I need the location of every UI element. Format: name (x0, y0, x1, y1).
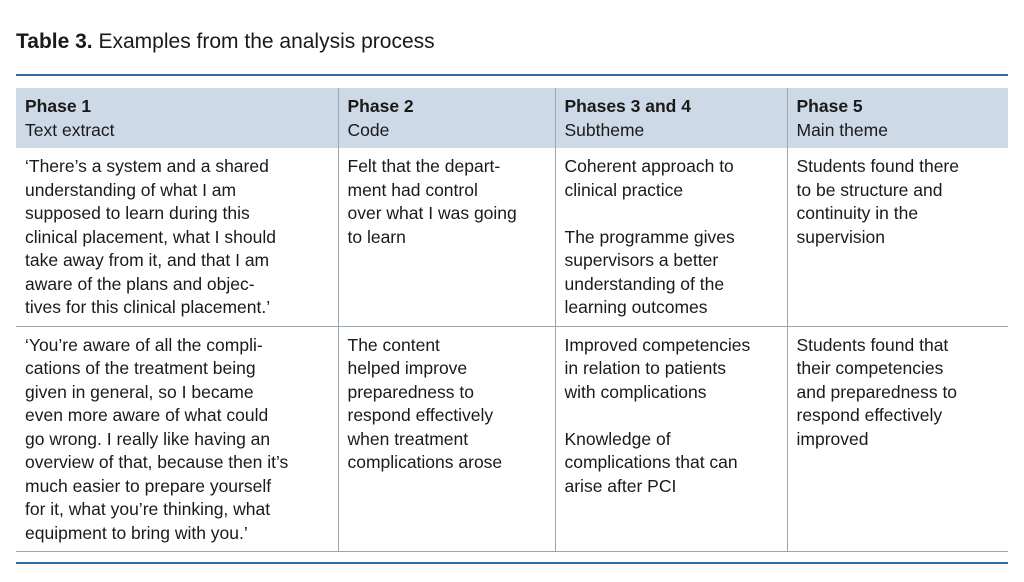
bottom-rule (16, 562, 1008, 564)
text-line: with complications (564, 381, 707, 402)
text-line: in relation to patients (564, 358, 726, 378)
header-sub-label: Subtheme (564, 119, 645, 140)
text-line: to learn (347, 226, 406, 247)
header-phases-3-4 (555, 88, 787, 148)
paragraph-gap (565, 202, 779, 226)
text-line: helped improve (347, 358, 468, 378)
header-phase-2 (338, 88, 555, 148)
text-line: over what I was going (347, 203, 517, 223)
header-phase-label: Phase 1 (25, 96, 92, 116)
header-row (16, 88, 1008, 148)
table-caption (16, 28, 435, 56)
text-line: Students found that (796, 334, 949, 355)
text-line: Knowledge of (564, 428, 671, 449)
text-line: The programme gives (564, 226, 735, 247)
text-line: complications arose (347, 452, 503, 472)
header-phase-label: Phase 5 (796, 96, 863, 116)
text-line: cations of the treatment being (25, 358, 256, 378)
text-line: to be structure and (796, 179, 943, 200)
text-line: preparedness to (347, 381, 474, 402)
cell-code (338, 326, 555, 552)
text-line: continuity in the (796, 203, 919, 223)
text-line: when treatment (347, 428, 469, 449)
cell-main-theme (787, 326, 1008, 552)
text-line: understanding of what I am (25, 179, 237, 200)
table-row (16, 148, 1008, 326)
cell-text-extract (16, 148, 338, 326)
cell-main-theme (787, 148, 1008, 326)
table-header (16, 88, 1008, 148)
text-line: understanding of the (564, 273, 725, 294)
text-line: and preparedness to (796, 381, 958, 402)
text-line: Improved competencies (564, 334, 751, 355)
text-line: for it, what you’re thinking, what (25, 499, 271, 519)
text-line: go wrong. I really like having an (25, 428, 271, 449)
text-line: equipment to bring with you.’ (25, 522, 248, 543)
paragraph-gap (565, 404, 779, 428)
text-line: improved (796, 428, 869, 449)
cell-subtheme (555, 148, 787, 326)
table-caption-label: Table 3. (16, 30, 93, 53)
text-line: supervisors a better (564, 250, 719, 270)
cell-subtheme (555, 326, 787, 552)
text-line: their competencies (796, 358, 944, 378)
text-line: overview of that, because then it’s (25, 452, 289, 472)
text-line: ‘You’re aware of all the compli- (25, 334, 263, 355)
text-line: even more aware of what could (25, 405, 269, 425)
top-rule (16, 74, 1008, 76)
header-phase-1 (16, 88, 338, 148)
table-body (16, 148, 1008, 552)
text-line: aware of the plans and objec- (25, 273, 255, 294)
text-line: clinical placement, what I should (25, 226, 276, 247)
cell-code (338, 148, 555, 326)
text-line: respond effectively (347, 405, 494, 425)
header-phase-label: Phases 3 and 4 (564, 96, 691, 116)
text-line: tives for this clinical placement.’ (25, 297, 271, 317)
cell-text-extract (16, 326, 338, 552)
text-line: ment had control (347, 179, 478, 200)
text-line: complications that can (564, 452, 738, 472)
text-line: given in general, so I became (25, 381, 254, 402)
header-phase-label: Phase 2 (347, 96, 414, 116)
table-caption-text: Examples from the analysis process (98, 30, 435, 53)
text-line: much easier to prepare yourself (25, 475, 272, 496)
text-line: Students found there (796, 156, 959, 176)
text-line: Coherent approach to (564, 156, 734, 176)
text-line: supposed to learn during this (25, 203, 250, 223)
header-phase-5 (787, 88, 1008, 148)
text-line: The content (347, 334, 440, 355)
text-line: clinical practice (564, 179, 684, 200)
table-row (16, 326, 1008, 552)
text-line: arise after PCI (564, 475, 677, 496)
text-line: ‘There’s a system and a shared (25, 156, 269, 176)
analysis-table (16, 88, 1008, 552)
text-line: learning outcomes (564, 297, 708, 317)
header-sub-label: Main theme (796, 119, 888, 140)
header-sub-label: Text extract (25, 119, 115, 140)
header-sub-label: Code (347, 119, 390, 140)
text-line: supervision (796, 226, 886, 247)
text-line: respond effectively (796, 405, 943, 425)
text-line: take away from it, and that I am (25, 250, 270, 270)
text-line: Felt that the depart- (347, 156, 501, 176)
